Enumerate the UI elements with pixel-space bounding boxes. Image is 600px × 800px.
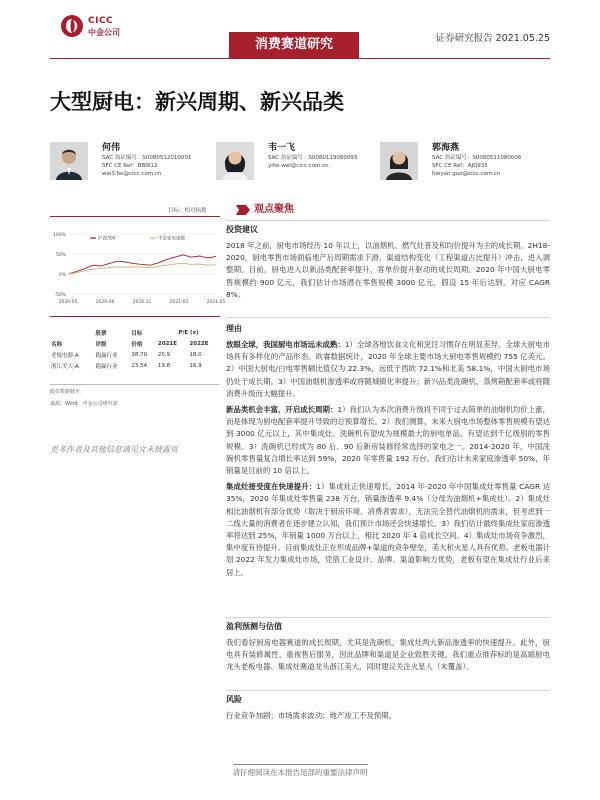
stock-performance-chart [50,228,226,310]
y-tick-label: 50% [55,253,66,258]
table-header-cell: 目标 [131,330,143,337]
focus-title: 观点聚焦 [254,204,294,215]
section-body: 我们看好厨房电器赛道的成长周期，尤其是洗碗机、集成灶两大新品渗透率的快速提升。此外，厨电具有装修属性、重视售后服务，因此品牌和渠道是企业致胜关键。我们重点推荐标的是高端厨电龙头老板电器、集成灶赛道龙头浙江美大，同时建议关注火星人（未覆盖）。 [226,638,550,672]
analyst-sac: SAC 执证编号：S0080512010001 [102,155,192,161]
y-tick-label: 0% [58,273,66,278]
legend-label: 沪深300 [98,236,116,242]
ribbon-icon [236,205,250,215]
section-divider [226,690,550,691]
legend-label: 中金家电指数 [158,236,185,242]
table-header-cell: P/E (x) [178,329,199,336]
table-header-cell: 2021E [157,340,177,347]
table-cell: 浙江美大-A [51,363,79,370]
analyst-sfc: SFC CE Ref：BBI812 [102,163,158,169]
table-top-rule [50,316,220,317]
table-header-cell: 评级 [95,341,107,348]
analyst-name: 韦一飞 [268,143,296,153]
table-header-cell: 2022E [189,340,209,347]
x-tick-label: 2021-02 [169,300,189,305]
section-heading: 盈利预测与估值 [226,622,282,631]
table-cell: 38.70 [131,351,148,358]
y-tick-label: -50% [54,293,66,298]
x-tick-label: 2021-05 [206,300,226,305]
table-row [50,349,220,360]
x-tick-label: 2020-05 [58,300,78,305]
profit-section [226,621,550,674]
logo-text-cn: 中金公司 [88,28,120,37]
section-heading: 风险 [226,695,242,704]
x-tick-label: 2020-08 [95,300,115,305]
cicc-logo-icon [60,14,84,38]
risk-section [226,694,550,722]
section-heading: 理由 [226,324,242,333]
reason-text: 1）全球各地饮食文化和烹饪习惯存在明显差异，全球大厨电市场具有多样化的产品形态。欧睿数据统计，2020 年全球主要市场大厨电零售规模约 755 亿美元。2）中国大厨电/白电零售额比值仅为 22.3%，远低于西欧 72.1%和北美 58.1%，中国大厨电市场仍处于成长期。3）中国油烟机渗透率或将随城镇化率提升；新兴品类洗碗机、蒸烤箱配套率或将随消费升级而大幅提升。 [226,340,550,398]
table-cell: 23.54 [131,362,148,369]
cicc-logo [60,14,130,40]
avatar [216,142,254,180]
section-tag: 消费赛道研究 [229,32,359,58]
analyst-name: 郭海燕 [432,143,460,153]
reason-section [226,323,550,579]
analyst-name: 何伟 [102,143,121,153]
price-note: 股价数据截至： [50,389,86,395]
analyst-sfc: SFC CE Ref：AJQ935 [432,163,488,169]
section-body: 行业竞争加剧；市场需求波动；地产竣工不及预期。 [226,711,396,720]
chart-top-rule [50,216,220,217]
analyst-sac: SAC 执证编号：S0080511080006 [432,155,522,161]
report-meta: 证券研究报告 2021.05.25 [435,33,550,44]
focus-divider [226,220,550,221]
table-cell: 老板电器-A [51,352,79,359]
focus-header [236,203,550,217]
table-header-cell: 股票 [95,330,107,337]
stock-table [50,327,220,371]
reason-lead: 新品类机会丰富，开启成长周期： [226,405,338,415]
table-cell: 18.0 [189,351,202,358]
reason-lead: 放眼全球，我国厨电市场远未成熟： [226,340,345,349]
analyst-sac: SAC 执证编号：S0080119080093 [268,155,358,161]
section-divider [226,617,550,618]
source-note: 来源：Wind，中金公司研究部 [50,401,118,407]
more-authors-note[interactable]: 更多作者及其他信息请见文末披露页 [50,445,178,454]
analyst-email[interactable]: haiyan.guo@cicc.com.cn [432,171,501,177]
section-body: 2018 年之前，厨电市场经历 10 年以上，以油烟机、燃气灶普及和均价提升为主的成长期。2H18-2020，厨电零售市场面临地产后周期需求下滑、渠道结构变化（工程渠道占比提升）冲击，进入调整期。目前，厨电进入以新品类配套率提升、客单价提升驱动的成长周期。2020 年中国大厨电零售规模约 900 亿元，我们估计市场潜在零售规模 3000 亿元，假设 15 年后达到，对应 CAGR 8%。 [226,241,550,299]
table-cell: 跑赢行业 [95,363,118,370]
table-cell: 16.9 [189,362,202,369]
y-tick-label: 100% [53,233,66,238]
footer-text: 请仔细阅读在本报告尾部的重要法律声明 [233,764,368,778]
reason-text: 1）集成灶正快速增长。2014 年-2020 年中国集成灶零售量 CAGR 达 35%，2020 年集成灶零售量 238 万台，销量渗透率 9.4%（分母为油烟机+集成灶）。2）集成灶相比油烟机有部分优势（取决于厨房环境、消费者需求），无法完全替代油烟机的需求，但考虑到一二线大量的消费者在逐步建立认知，我们预计市场还会快速增长。3）我们估计最终集成灶家庭渗透率将达到 25%，年销量 1000 万台以上，相比 2020 年 4 倍成长空间。4）集成灶市场竞争激烈，集中度有待提升。目前集成灶正在形成品牌+渠道的竞争壁垒，美大和火星人具有优势。老板电器计划 2022 年发力集成灶市场，凭借工业设计、品牌、渠道影响力优势，老板有望在集成灶行业后来居上。 [226,482,550,577]
section-divider [226,317,550,318]
analyst-card [216,142,396,182]
analyst-email[interactable]: wei3.he@cicc.com.cn [102,171,162,177]
analyst-card [380,142,560,182]
table-cell: 20.9 [157,351,171,358]
table-header-row [50,327,220,338]
table-header-row [50,338,220,349]
table-header-cell: 价格 [131,341,143,348]
analyst-email[interactable]: yifei.wei@cicc.com.cn [268,163,329,169]
table-cell: 19.8 [157,362,171,369]
table-bottom-rule [50,384,220,385]
performance-label: 目标：相对指数 [168,208,207,214]
reason-paragraph [226,481,550,579]
reason-paragraph [226,404,550,477]
legal-footer [0,764,600,778]
avatar [50,142,88,180]
table-header-cell [50,327,94,338]
reason-paragraph [226,339,550,400]
page-title: 大型厨电：新兴周期、新兴品类 [50,90,344,114]
table-cell: 跑赢行业 [95,352,118,359]
invest-section [226,224,550,301]
table-row [50,360,220,371]
table-header-cell: 名称 [51,341,63,348]
section-heading: 投资建议 [226,225,258,234]
analyst-card [50,142,230,182]
logo-text-en: CICC [88,16,114,26]
reason-text: 1）我们认为本次消费升级将不同于过去简单的油烟机均价上涨，而是体现为厨电配套率提升导致的总预算增长。2）我们测算，未来大厨电市场整体零售规模有望达到 3000 亿元以上，其中集成灶、洗碗机有望成为规模最大的厨电单品，有望达到千亿级别的零售规模。3）洗碗机已经成为 80 后、90 后新房装修经常选择的家电之一。2014-2020 年，中国洗碗机零售量复合增长率达到 59%，2020 年零售量 192 万台。我们估计未来家庭渗透率 50%，年销量是目前的 10 倍以上。 [226,405,550,476]
x-tick-label: 2020-11 [132,300,152,305]
header-divider [50,58,550,59]
reason-lead: 集成灶接受度在快速提升： [226,482,317,492]
avatar [380,142,418,180]
